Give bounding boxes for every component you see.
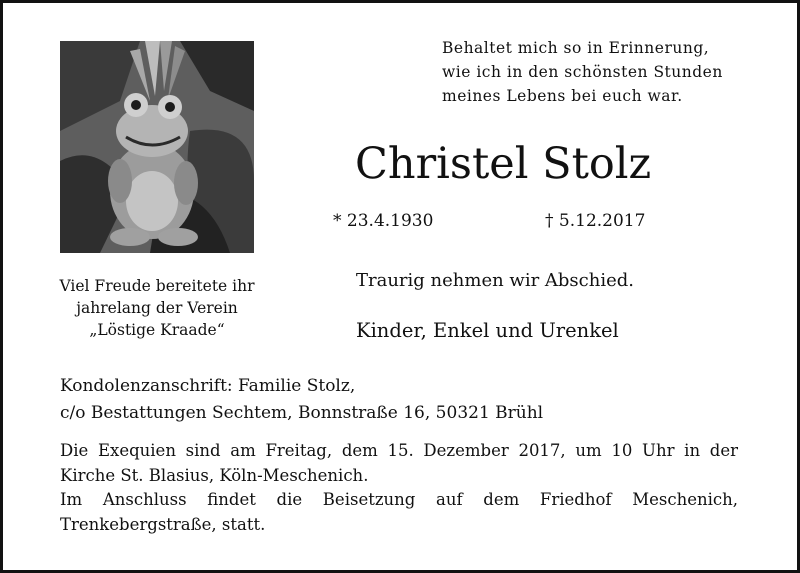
service-line: Trenkebergstraße, statt. [60,514,266,534]
deceased-name: Christel Stolz [355,139,652,189]
funeral-service-info [60,439,738,537]
condolence-address [60,373,543,427]
quote-line: meines Lebens bei euch war. [442,87,683,105]
service-line: Die Exequien sind am Freitag, dem 15. Dezember 2017, um 10 Uhr in der [60,441,738,460]
condolence-line: c/o Bestattungen Sechtem, Bonnstraße 16, 50321 Brühl [60,403,544,423]
condolence-line: Kondolenzanschrift: Familie Stolz, [60,376,356,396]
association-caption [43,275,271,341]
caption-line: „Löstige Kraade“ [89,321,225,339]
birth-date: * 23.4.1930 [333,211,434,231]
quote-line: wie ich in den schönsten Stunden [442,63,723,81]
family-signature: Kinder, Enkel und Urenkel [356,319,619,342]
caption-line: Viel Freude bereitete ihr [59,277,255,295]
frog-figurine-image [60,41,254,253]
service-line: Kirche St. Blasius, Köln-Meschenich. [60,465,369,485]
quote-line: Behaltet mich so in Erinnerung, [442,39,710,57]
caption-line: jahrelang der Verein [76,299,238,317]
memorial-quote [442,36,723,108]
frog-figurine-photo [60,41,254,253]
farewell-text: Traurig nehmen wir Abschied. [356,270,634,291]
death-date: † 5.12.2017 [545,211,646,231]
service-line: Im Anschluss findet die Beisetzung auf dem Friedhof Meschenich, [60,490,738,509]
